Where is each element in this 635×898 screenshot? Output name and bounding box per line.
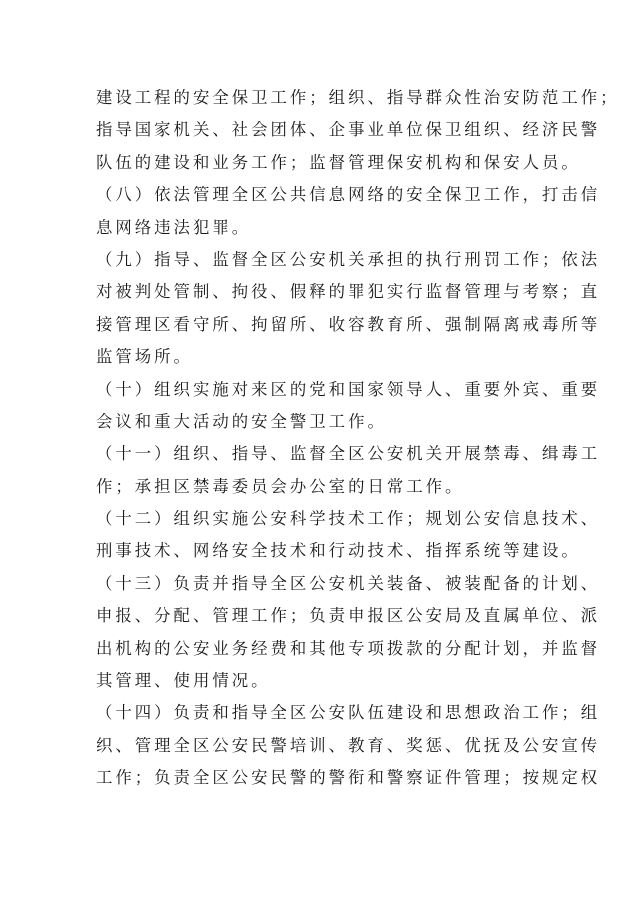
text-line: 建设工程的安全保卫工作；组织、指导群众性治安防范工作；: [96, 88, 620, 107]
text-line: 刑事技术、网络安全技术和行动技术、指挥系统等建设。: [96, 541, 581, 561]
text-line: 其管理、使用情况。: [96, 671, 271, 691]
text-line: （十三）负责并指导全区公安机关装备、被装配备的计划、: [96, 573, 601, 593]
text-line: 指导国家机关、社会团体、企事业单位保卫组织、经济民警: [96, 120, 601, 140]
text-line: 会议和重大活动的安全警卫工作。: [96, 411, 387, 431]
text-line: （十四）负责和指导全区公安队伍建设和思想政治工作；组: [96, 703, 601, 723]
text-line: 申报、分配、管理工作；负责申报区公安局及直属单位、派: [96, 606, 601, 626]
text-line: （十一）组织、指导、监督全区公安机关开展禁毒、缉毒工: [96, 444, 601, 464]
text-line: （十）组织实施对来区的党和国家领导人、重要外宾、重要: [96, 379, 601, 399]
text-line: 队伍的建设和业务工作；监督管理保安机构和保安人员。: [96, 152, 581, 172]
text-line: （九）指导、监督全区公安机关承担的执行刑罚工作；依法: [96, 249, 601, 269]
text-line: 工作；负责全区公安民警的警衔和警察证件管理；按规定权: [96, 768, 601, 788]
text-line: 息网络违法犯罪。: [96, 217, 252, 237]
text-line: 对被判处管制、拘役、假释的罪犯实行监督管理与考察；直: [96, 282, 601, 302]
text-line: 监管场所。: [96, 347, 193, 367]
text-line: （十二）组织实施公安科学技术工作；规划公安信息技术、: [96, 509, 601, 529]
text-line: 出机构的公安业务经费和其他专项拨款的分配计划，并监督: [96, 638, 601, 658]
text-line: 作；承担区禁毒委员会办公室的日常工作。: [96, 476, 465, 496]
document-body: [96, 82, 620, 795]
text-line: （八）依法管理全区公共信息网络的安全保卫工作，打击信: [96, 185, 601, 205]
text-line: 织、管理全区公安民警培训、教育、奖惩、优抚及公安宣传: [96, 735, 601, 755]
text-line: 接管理区看守所、拘留所、收容教育所、强制隔离戒毒所等: [96, 314, 601, 334]
